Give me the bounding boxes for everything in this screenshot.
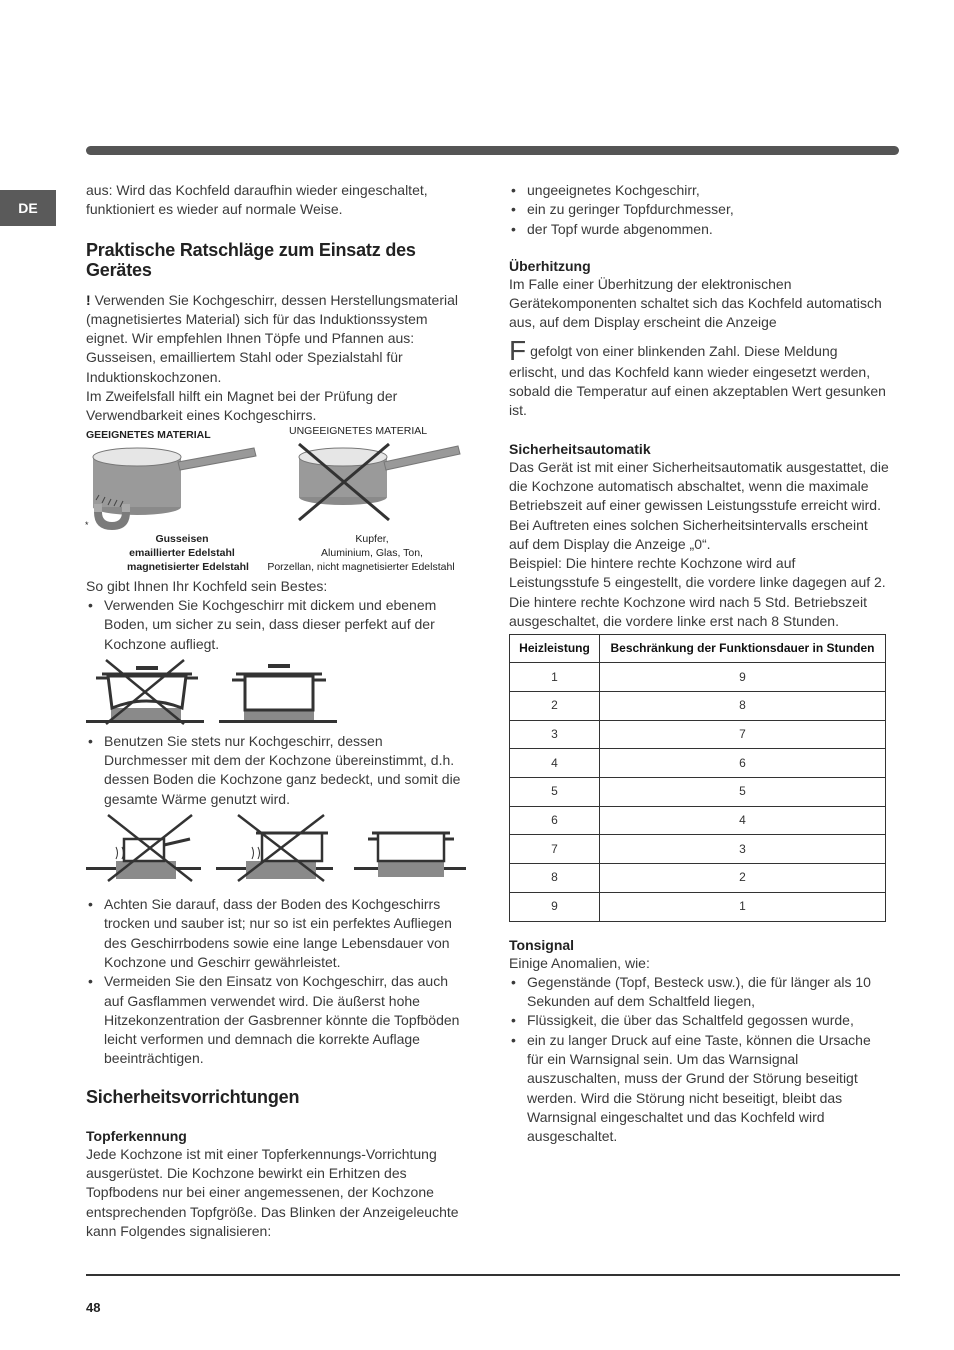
overheat-heading: Überhitzung [509,257,591,274]
table-cell-level: 5 [510,778,600,807]
material-figure [85,424,466,573]
unsuitable-item-3: Porzellan, nicht magnetisierter Edelstahl [267,560,455,573]
pot-too-small-crossed-icon [86,815,201,881]
suitable-item-2: emaillierter Edelstahl [129,546,235,559]
saucepans-illustration [86,440,466,530]
bullet-item: • ein zu langer Druck auf eine Taste, können die Ursache für ein Warnsignal sein. Um das Warnsignal auszuschalten, muss der Grund der Störung beseitigt werden. Wird die Störung nicht beseitigt, bleibt das Warnsignal eingeschaltet und das Kochfeld wird ausgeschaltet. [509,1031,889,1147]
tone-intro: Einige Anomalien, wie: [509,954,650,971]
operating-limits-table [509,634,886,921]
flat-bottom-illustration [86,658,466,730]
table-cell-hours: 3 [600,835,886,864]
pot-size-illustration [86,811,466,883]
tips-body-1: Verwenden Sie Kochgeschirr, dessen Herstellungsmaterial (magnetisiertes Material) sich für das Induktionssystem eignet. Wir empfehlen Ihnen Töpfe und Pfannen aus: Gusseisen, emailliertem Stahl oder Spezialstahl für Induktionskochzonen. [86,291,458,385]
language-tab: DE [0,190,56,226]
table-cell-level: 9 [510,892,600,921]
table-cell-level: 8 [510,864,600,893]
table-cell-level: 4 [510,749,600,778]
unsuitable-item-2: Aluminium, Glas, Ton, [321,546,423,559]
suitable-item-1: Gusseisen [155,532,209,545]
pot-detect-heading: Topferkennung [86,1127,187,1144]
table-cell-hours: 1 [600,892,886,921]
display-f-icon: F [509,334,527,366]
table-header-row [510,635,886,663]
left-column [86,181,466,1241]
bullet-item: • Benutzen Sie stets nur Kochgeschirr, dessen Durchmesser mit dem der Kochzone übereinstimmt, d.h. dessen Boden die Kochzone ganz bedeckt, und somit die gesamte Wärme genutzt wird. [86,732,466,809]
pot-flat-icon [219,666,337,723]
table-row [510,749,886,778]
table-header-level: Heizleistung [510,635,600,663]
saucepan-suitable-icon [93,448,256,515]
table-row [510,835,886,864]
pot-slightly-small-crossed-icon [216,815,333,881]
table-cell-hours: 9 [600,663,886,692]
overheat-paragraph [509,334,889,421]
table-cell-hours: 4 [600,806,886,835]
pot-detect-bullets [509,181,889,239]
table-cell-hours: 7 [600,720,886,749]
tips-heading: Praktische Ratschläge zum Einsatz des Gerätes [86,239,416,280]
table-cell-level: 6 [510,806,600,835]
auto-heading: Sicherheitsautomatik [509,440,651,457]
table-row [510,720,886,749]
intro-paragraph: aus: Wird das Kochfeld daraufhin wieder eingeschaltet, funktioniert es wieder auf normale Weise. [86,182,428,218]
table-row [510,892,886,921]
table-cell-level: 1 [510,663,600,692]
asterisk: * [85,519,89,530]
auto-body-2: Beispiel: Die hintere rechte Kochzone wird auf Leistungsstufe 5 eingestellt, die vordere linke dagegen auf 2. Die hintere rechte Kochzone wird nach 5 Std. Betriebszeit ausgeschaltet, die vordere linke erst nach 8 Stunden. [509,555,886,630]
safety-heading: Sicherheitsvorrichtungen [86,1086,300,1107]
table-cell-hours: 5 [600,778,886,807]
bullet-list-3 [86,895,466,1069]
header-bar [86,146,899,155]
bullet-item: • Flüssigkeit, die über das Schaltfeld gegossen wurde, [509,1011,889,1030]
bullet-item: • ein zu geringer Topfdurchmesser, [509,200,889,219]
table-cell-level: 3 [510,720,600,749]
suitable-label: GEEIGNETES MATERIAL [86,428,211,441]
best-intro: So gibt Ihnen Ihr Kochfeld sein Bestes: [86,577,328,594]
page-number: 48 [86,1300,101,1315]
bullet-item: • Achten Sie darauf, dass der Boden des Kochgeschirrs trocken und sauber ist; nur so ist ein perfektes Aufliegen des Geschirrbodens sowie eine lange Lebensdauer von Kochzone und Geschirr gewährleistet. [86,895,466,972]
tone-bullets [509,973,889,1147]
footer-rule [86,1274,900,1276]
tips-paragraph [86,291,466,387]
saucepan-unsuitable-crossed-icon [299,444,460,520]
overheat-body-2: gefolgt von einer blinkenden Zahl. Diese Meldung erlischt, und das Kochfeld kann wieder eingesetzt werden, sobald die Temperatur auf einen akzeptablen Wert gesunken ist. [509,342,886,419]
table-cell-hours: 6 [600,749,886,778]
tips-body-2: Im Zweifelsfall hilft ein Magnet bei der Prüfung der Verwendbarkeit eines Kochgeschirrs. [86,388,398,424]
table-row [510,692,886,721]
bullet-list-2 [86,732,466,809]
table-cell-level: 2 [510,692,600,721]
pot-detect-body: Jede Kochzone ist mit einer Topferkennungs-Vorrichtung ausgerüstet. Die Kochzone bewirkt ein Erhitzen des Topfbodens nur bei einer angemessenen, der Kochzone entsprechenden Topfgröße. Das Blinken der Anzeigeleuchte kann Folgendes signalisieren: [86,1145,459,1239]
suitable-item-3: magnetisierter Edelstahl [127,560,249,573]
table-header-hours: Beschränkung der Funktionsdauer in Stunden [600,635,886,663]
unsuitable-item-1: Kupfer, [355,532,389,545]
bullet-item: • der Topf wurde abgenommen. [509,220,889,239]
overheat-body-1: Im Falle einer Überhitzung der elektronischen Gerätekomponenten schaltet sich das Kochfeld automatisch aus, auf dem Display erscheint die Anzeige [509,275,882,331]
table-row [510,806,886,835]
pot-correct-size-icon [354,833,466,877]
table-cell-hours: 2 [600,864,886,893]
bullet-item: • Vermeiden Sie den Einsatz von Kochgeschirr, das auch auf Gasflammen verwendet wird. Die äußerst hohe Hitzekonzentration der Gasbrenner könnte die Topfböden leicht verformen und demnach die korrekte Auflage beeinträchtigen. [86,972,466,1068]
bullet-item: • Verwenden Sie Kochgeschirr mit dickem und ebenem Boden, um sicher zu sein, dass dieser perfekt auf der Kochzone aufliegt. [86,596,466,654]
bullet-item: • ungeeignetes Kochgeschirr, [509,181,889,200]
table-row [510,864,886,893]
bullet-item: • Gegenstände (Topf, Besteck usw.), die für länger als 10 Sekunden auf dem Schaltfeld liegen, [509,973,889,1012]
table-cell-level: 7 [510,835,600,864]
table-row [510,663,886,692]
auto-body-1: Das Gerät ist mit einer Sicherheitsautomatik ausgestattet, die die Kochzone automatisch abschaltet, wenn die maximale Betriebszeit auf einer gewissen Leistungsstufe erreicht wird. Bei Auftreten eines solchen Sicherheitsintervalls erscheint auf dem Display die Anzeige „0“. [509,458,889,552]
tone-heading: Tonsignal [509,936,575,953]
right-column [509,181,889,1147]
warning-mark: ! [86,291,91,308]
pot-uneven-crossed-icon [86,660,204,724]
unsuitable-label: UNGEEIGNETES MATERIAL [289,424,428,437]
table-row [510,778,886,807]
bullet-list-1 [86,596,466,654]
table-cell-hours: 8 [600,692,886,721]
